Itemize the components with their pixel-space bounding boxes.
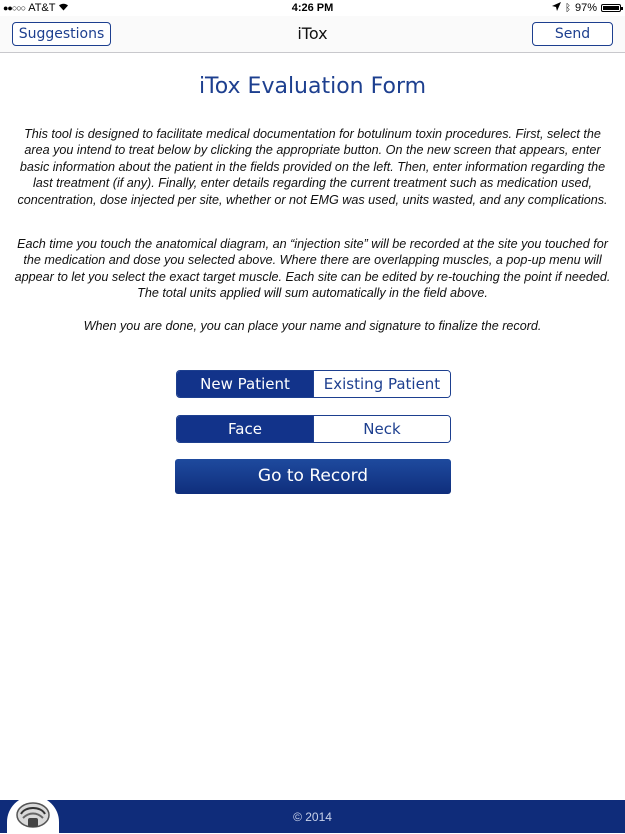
bluetooth-icon: ᛒ	[564, 2, 571, 14]
battery-percent: 97%	[574, 2, 597, 14]
neck-segment[interactable]: Neck	[313, 416, 450, 442]
treatment-area-toggle	[176, 415, 451, 443]
signal-strength-icon: ●●○○○	[3, 3, 26, 13]
carrier-label: AT&T	[28, 2, 56, 14]
instructions-paragraph-1: This tool is designed to facilitate medical documentation for botulinum toxin procedures. First, select the area you intend to treat below by clicking the appropriate button. On the new screen that appears, enter basic information about the patient in the fields provided on the left. Then, enter information regarding the last treatment (if any). Finally, enter details regarding the current treatment such as medication used, concentration, dose injected per site, whether or not EMG was used, units wasted, and any complications.	[17, 127, 608, 207]
new-patient-segment[interactable]: New Patient	[177, 371, 313, 397]
status-bar	[0, 0, 625, 16]
instructions-paragraph-3: When you are done, you can place your name and signature to finalize the record.	[83, 319, 542, 333]
existing-patient-segment[interactable]: Existing Patient	[313, 371, 450, 397]
battery-fill	[603, 6, 619, 10]
footer	[0, 800, 625, 833]
suggestions-button[interactable]: Suggestions	[12, 22, 111, 46]
status-time: 4:26 PM	[291, 2, 334, 14]
status-right	[552, 2, 621, 14]
battery-icon	[601, 4, 621, 12]
nav-title: iTox	[297, 24, 328, 43]
copyright-text: © 2014	[293, 810, 332, 824]
form-title: iTox Evaluation Form	[198, 74, 427, 99]
navigation-bar	[0, 16, 625, 53]
instructions-paragraph-2: Each time you touch the anatomical diagram, an “injection site” will be recorded at the site you touched for the medication and dose you selected above. Where there are overlapping muscles, a pop-up menu will appear to let you select the exact target muscle. Each site can be edited by re-touching the point if needed. The total units applied will sum automatically in the field above.	[14, 237, 611, 301]
face-segment[interactable]: Face	[177, 416, 313, 442]
go-to-record-button[interactable]: Go to Record	[175, 459, 451, 494]
send-button[interactable]: Send	[532, 22, 613, 46]
patient-type-toggle	[176, 370, 451, 398]
location-arrow-icon	[552, 2, 561, 14]
